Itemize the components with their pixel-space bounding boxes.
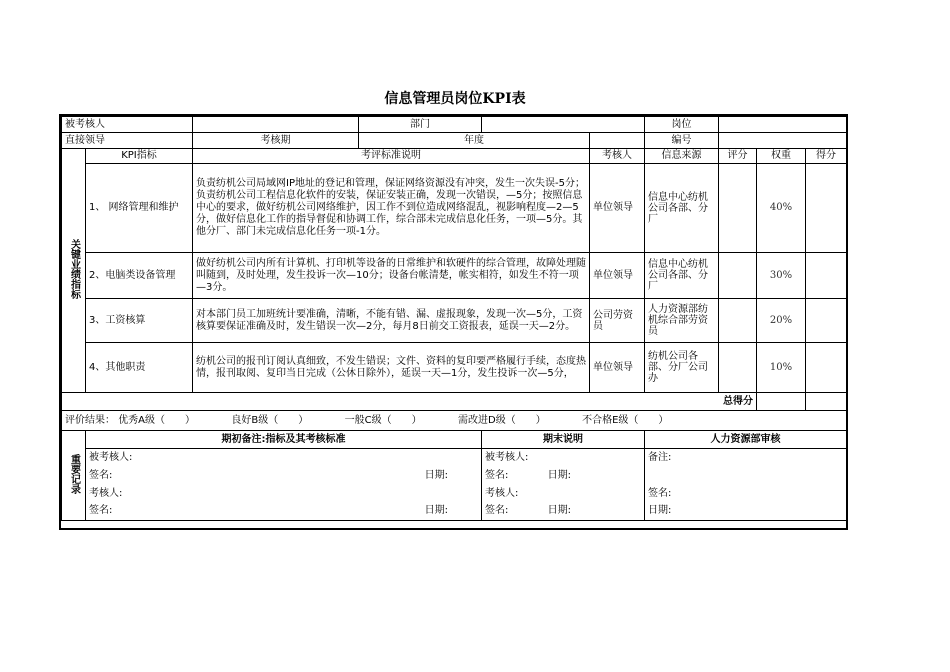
record-row	[62, 485, 847, 503]
year-label: 年度	[359, 133, 590, 149]
kpi-desc: 做好纺机公司内所有计算机、打印机等设备的日常维护和软硬件的综合管理，故障处理随叫随到，及时处理，发生投诉一次—10分；设备台帐清楚，帐实相符，如发生不符一项—3分。	[193, 253, 590, 299]
position-label: 岗位	[645, 117, 719, 133]
col-source: 信息来源	[645, 149, 719, 164]
col-score: 评分	[719, 149, 757, 164]
period-label: 考核期	[193, 133, 359, 149]
kpi-weight: 10%	[757, 343, 806, 393]
kpi-points[interactable]	[806, 164, 847, 253]
kpi-source: 信息中心纺机公司各部、分厂	[645, 253, 719, 299]
header-row-1	[62, 117, 847, 133]
total-blank	[757, 393, 806, 411]
assessee-label: 被考核人	[62, 117, 193, 133]
evaluation	[62, 411, 847, 431]
initial-sign-2: 签名: 日期:	[86, 503, 482, 521]
kpi-row	[62, 253, 847, 299]
kpi-score[interactable]	[719, 299, 757, 343]
kpi-weight: 20%	[757, 299, 806, 343]
supervisor-label: 直接领导	[62, 133, 193, 149]
evaluation-label: 评价结果：	[65, 414, 115, 426]
kpi-row	[62, 164, 847, 253]
record-label: 重要记录	[62, 431, 86, 521]
kpi-source: 人力资源部纺机综合部劳资员	[645, 299, 719, 343]
final-assessor: 考核人:	[482, 485, 645, 503]
kpi-points[interactable]	[806, 299, 847, 343]
kpi-points[interactable]	[806, 253, 847, 299]
initial-sign-1: 签名: 日期:	[86, 467, 482, 485]
kpi-assessor: 公司劳资员	[590, 299, 645, 343]
grade-a[interactable]: 优秀A级（ ）	[118, 414, 196, 426]
col-standard: 考评标准说明	[193, 149, 590, 164]
hr-remark: 备注:	[645, 449, 847, 467]
record-row	[62, 467, 847, 485]
record-header-initial: 期初备注:指标及其考核标准	[86, 431, 482, 449]
col-points: 得分	[806, 149, 847, 164]
grade-e[interactable]: 不合格E级（ ）	[582, 414, 669, 426]
hr-sign: 签名:	[645, 485, 847, 503]
record-row	[62, 449, 847, 467]
number-value[interactable]	[719, 133, 847, 149]
header-row-2	[62, 133, 847, 149]
kpi-assessor: 单位领导	[590, 343, 645, 393]
total-value[interactable]	[806, 393, 847, 411]
total-label: 总得分	[62, 393, 757, 411]
kpi-desc: 负责纺机公司局域网IP地址的登记和管理，保证网络资源没有冲突，发生一次失误-5分；负责纺机公司工程信息化软件的安装，保证安装正确，发现一次错误，—5分；按照信息中心的要求，做好纺机公司网络维护，因工作不到位造成网络混乱，视影响程度—2—5分，做好信息化工作的指导督促和协调工作，综合部未完成信息化任务，一项—5分。其他分厂、部门未完成信息化任务一项-1分。	[193, 164, 590, 253]
kpi-weight: 40%	[757, 164, 806, 253]
kpi-source: 纺机公司各部、分厂公司办	[645, 343, 719, 393]
department-label: 部门	[359, 117, 482, 133]
record-header-row	[62, 431, 847, 449]
kpi-desc: 对本部门员工加班统计要准确，清晰，不能有错、漏、虚报现象，发现一次—5分，工资核算要保证准确及时，发生错误一次—2分，每月8日前交工资报表，延误一天—2分。	[193, 299, 590, 343]
department-value[interactable]	[482, 117, 645, 133]
grade-b[interactable]: 良好B级（ ）	[231, 414, 309, 426]
total-row	[62, 393, 847, 411]
kpi-name: 4、其他职责	[86, 343, 193, 393]
col-weight: 权重	[757, 149, 806, 164]
initial-assessor: 考核人:	[86, 485, 482, 503]
final-assessee: 被考核人:	[482, 449, 645, 467]
kpi-desc: 纺机公司的报刊订阅认真细致，不发生错误；文件、资料的复印要严格履行手续，态度热情，报刊取阅、复印当日完成（公休日除外），延误一天—1分，发生投诉一次—5分，	[193, 343, 590, 393]
kpi-row	[62, 299, 847, 343]
evaluation-row	[62, 411, 847, 431]
kpi-score[interactable]	[719, 343, 757, 393]
initial-assessee: 被考核人:	[86, 449, 482, 467]
record-header-hr: 人力资源部审核	[645, 431, 847, 449]
grade-d[interactable]: 需改进D级（ ）	[458, 414, 546, 426]
record-row	[62, 503, 847, 521]
hr-date: 日期:	[645, 503, 847, 521]
kpi-source: 信息中心纺机公司各部、分厂	[645, 164, 719, 253]
kpi-name: 1、 网络管理和维护	[86, 164, 193, 253]
kpi-assessor: 单位领导	[590, 164, 645, 253]
kpi-assessor: 单位领导	[590, 253, 645, 299]
kpi-row	[62, 343, 847, 393]
number-label: 编号	[645, 133, 719, 149]
kpi-table	[61, 116, 847, 521]
kpi-weight: 30%	[757, 253, 806, 299]
section-label: 关键业绩指标	[62, 149, 86, 393]
kpi-points[interactable]	[806, 343, 847, 393]
assessee-value[interactable]	[193, 117, 359, 133]
kpi-name: 3、工资核算	[86, 299, 193, 343]
page-title: 信息管理员岗位KPI表	[384, 91, 526, 107]
grade-c[interactable]: 一般C级（ ）	[344, 414, 422, 426]
col-assessor: 考核人	[590, 149, 645, 164]
position-value[interactable]	[719, 117, 847, 133]
record-header-final: 期末说明	[482, 431, 645, 449]
kpi-score[interactable]	[719, 164, 757, 253]
final-sign-1: 签名: 日期:	[482, 467, 645, 485]
column-header-row	[62, 149, 847, 164]
col-kpi: KPI指标	[86, 149, 193, 164]
kpi-name: 2、电脑类设备管理	[86, 253, 193, 299]
kpi-score[interactable]	[719, 253, 757, 299]
final-sign-2: 签名: 日期:	[482, 503, 645, 521]
